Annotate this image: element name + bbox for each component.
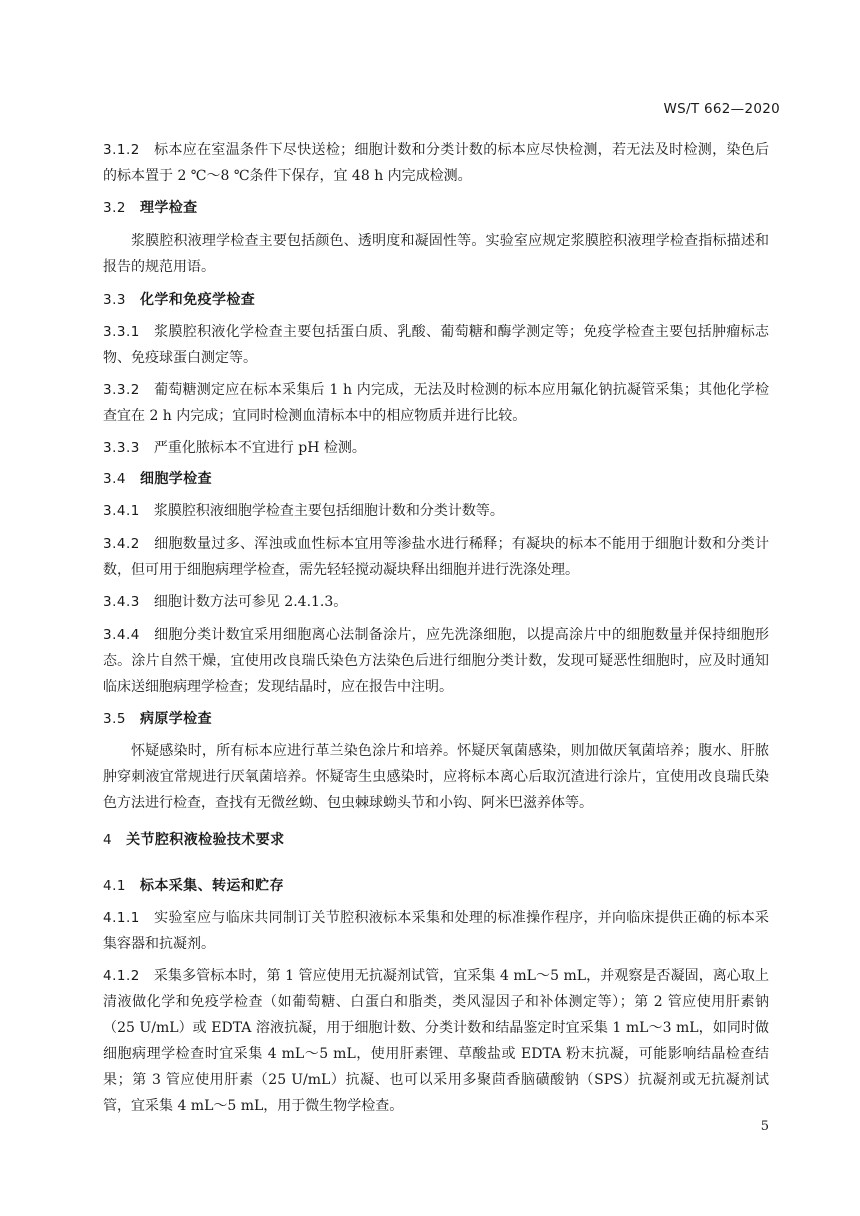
clause-3-3-2: [103, 377, 769, 429]
clause-text: 采集多管标本时，第 1 管应使用无抗凝剂试管，宜采集 4 mL～5 mL，并观察是否凝固，离心取上清液做化学和免疫学检查（如葡萄糖、白蛋白和脂类，类风湿因子和补体测定等）；第 2 管应使用肝素钠（25 U/mL）或 EDTA 溶液抗凝，用于细胞计数、分类计数和结晶鉴定时宜采集 1 mL～3 mL，如同时做细胞病理学检查时宜采集 4 mL～5 mL，使用肝素锂、草酸盐或 EDTA 粉末抗凝，可能影响结晶检查结果；第 3 管应使用肝素（25 U/mL）抗凝、也可以采用多聚茴香脑磺酸钠（SPS）抗凝剂或无抗凝剂试管，宜采集 4 mL～5 mL，用于微生物学检查。: [103, 968, 769, 1114]
clause-number: 3.1.2: [103, 142, 140, 158]
clause-number: 3.4.4: [103, 627, 140, 643]
clause-text: 严重化脓标本不宜进行 pH 检测。: [153, 440, 366, 456]
clause-3-1-2: [103, 137, 769, 189]
clause-text: 浆膜腔积液细胞学检查主要包括细胞计数和分类计数等。: [153, 503, 504, 519]
heading-4-1: [103, 873, 769, 899]
clause-text: 细胞数量过多、浑浊或血性标本宜用等渗盐水进行稀释；有凝块的标本不能用于细胞计数和分类计数，但可用于细胞病理学检查，需先轻轻搅动凝块释出细胞并进行洗涤处理。: [103, 536, 769, 578]
clause-text: 浆膜腔积液化学检查主要包括蛋白质、乳酸、葡萄糖和酶学测定等；免疫学检查主要包括肿瘤标志物、免疫球蛋白测定等。: [103, 324, 769, 366]
heading-number: 3.5: [103, 711, 126, 727]
heading-title: 病原学检查: [139, 711, 212, 727]
clause-text: 标本应在室温条件下尽快送检；细胞计数和分类计数的标本应尽快检测，若无法及时检测，染色后的标本置于 2 ℃～8 ℃条件下保存，宜 48 h 内完成检测。: [103, 142, 769, 184]
paragraph-3-2: [103, 228, 769, 280]
heading-4: [103, 827, 769, 853]
clause-3-3-1: [103, 319, 769, 371]
clause-number: 3.4.2: [103, 536, 140, 552]
heading-title: 标本采集、转运和贮存: [139, 878, 284, 894]
paragraph-3-5: [103, 738, 769, 816]
heading-number: 4: [103, 832, 113, 848]
standard-code: WS/T 662—2020: [663, 101, 780, 117]
clause-number: 3.3.3: [103, 440, 140, 456]
clause-number: 3.4.3: [103, 594, 140, 610]
clause-number: 4.1.1: [103, 910, 140, 926]
heading-title: 关节腔积液检验技术要求: [126, 832, 285, 848]
clause-3-4-3: [103, 589, 769, 615]
heading-number: 4.1: [103, 878, 126, 894]
clause-text: 葡萄糖测定应在标本采集后 1 h 内完成，无法及时检测的标本应用氟化钠抗凝管采集；其他化学检查宜在 2 h 内完成；宜同时检测血清标本中的相应物质并进行比较。: [103, 382, 769, 424]
heading-title: 细胞学检查: [139, 471, 212, 487]
heading-number: 3.2: [103, 200, 126, 216]
heading-3-2: [103, 195, 769, 221]
heading-3-5: [103, 706, 769, 732]
paragraph-text: 浆膜腔积液理学检查主要包括颜色、透明度和凝固性等。实验室应规定浆膜腔积液理学检查指标描述和报告的规范用语。: [103, 233, 769, 275]
page-number: 5: [760, 1119, 769, 1134]
heading-3-4: [103, 466, 769, 492]
clause-3-4-2: [103, 531, 769, 583]
heading-number: 3.4: [103, 471, 126, 487]
clause-4-1-2: [103, 963, 769, 1119]
clause-number: 3.3.2: [103, 382, 140, 398]
clause-3-4-1: [103, 498, 769, 524]
paragraph-text: 怀疑感染时，所有标本应进行革兰染色涂片和培养。怀疑厌氧菌感染，则加做厌氧菌培养；腹水、肝脓肿穿刺液宜常规进行厌氧菌培养。怀疑寄生虫感染时，应将标本离心后取沉渣进行涂片，宜使用改良瑞氏染色方法进行检查，查找有无微丝蚴、包虫棘球蚴头节和小钩、阿米巴滋养体等。: [103, 743, 769, 811]
clause-text: 细胞分类计数宜采用细胞离心法制备涂片，应先洗涤细胞，以提高涂片中的细胞数量并保持细胞形态。涂片自然干燥，宜使用改良瑞氏染色方法染色后进行细胞分类计数，发现可疑恶性细胞时，应及时通知临床送细胞病理学检查；发现结晶时，应在报告中注明。: [103, 627, 769, 695]
clause-number: 3.4.1: [103, 503, 140, 519]
clause-3-4-4: [103, 622, 769, 700]
clause-number: 3.3.1: [103, 324, 140, 340]
clause-number: 4.1.2: [103, 968, 140, 984]
heading-title: 化学和免疫学检查: [139, 292, 256, 308]
clause-text: 细胞计数方法可参见 2.4.1.3。: [153, 594, 348, 610]
heading-title: 理学检查: [139, 200, 198, 216]
heading-3-3: [103, 287, 769, 313]
heading-number: 3.3: [103, 292, 126, 308]
clause-4-1-1: [103, 905, 769, 957]
clause-3-3-3: [103, 435, 769, 461]
clause-text: 实验室应与临床共同制订关节腔积液标本采集和处理的标准操作程序，并向临床提供正确的标本采集容器和抗凝剂。: [103, 910, 769, 952]
